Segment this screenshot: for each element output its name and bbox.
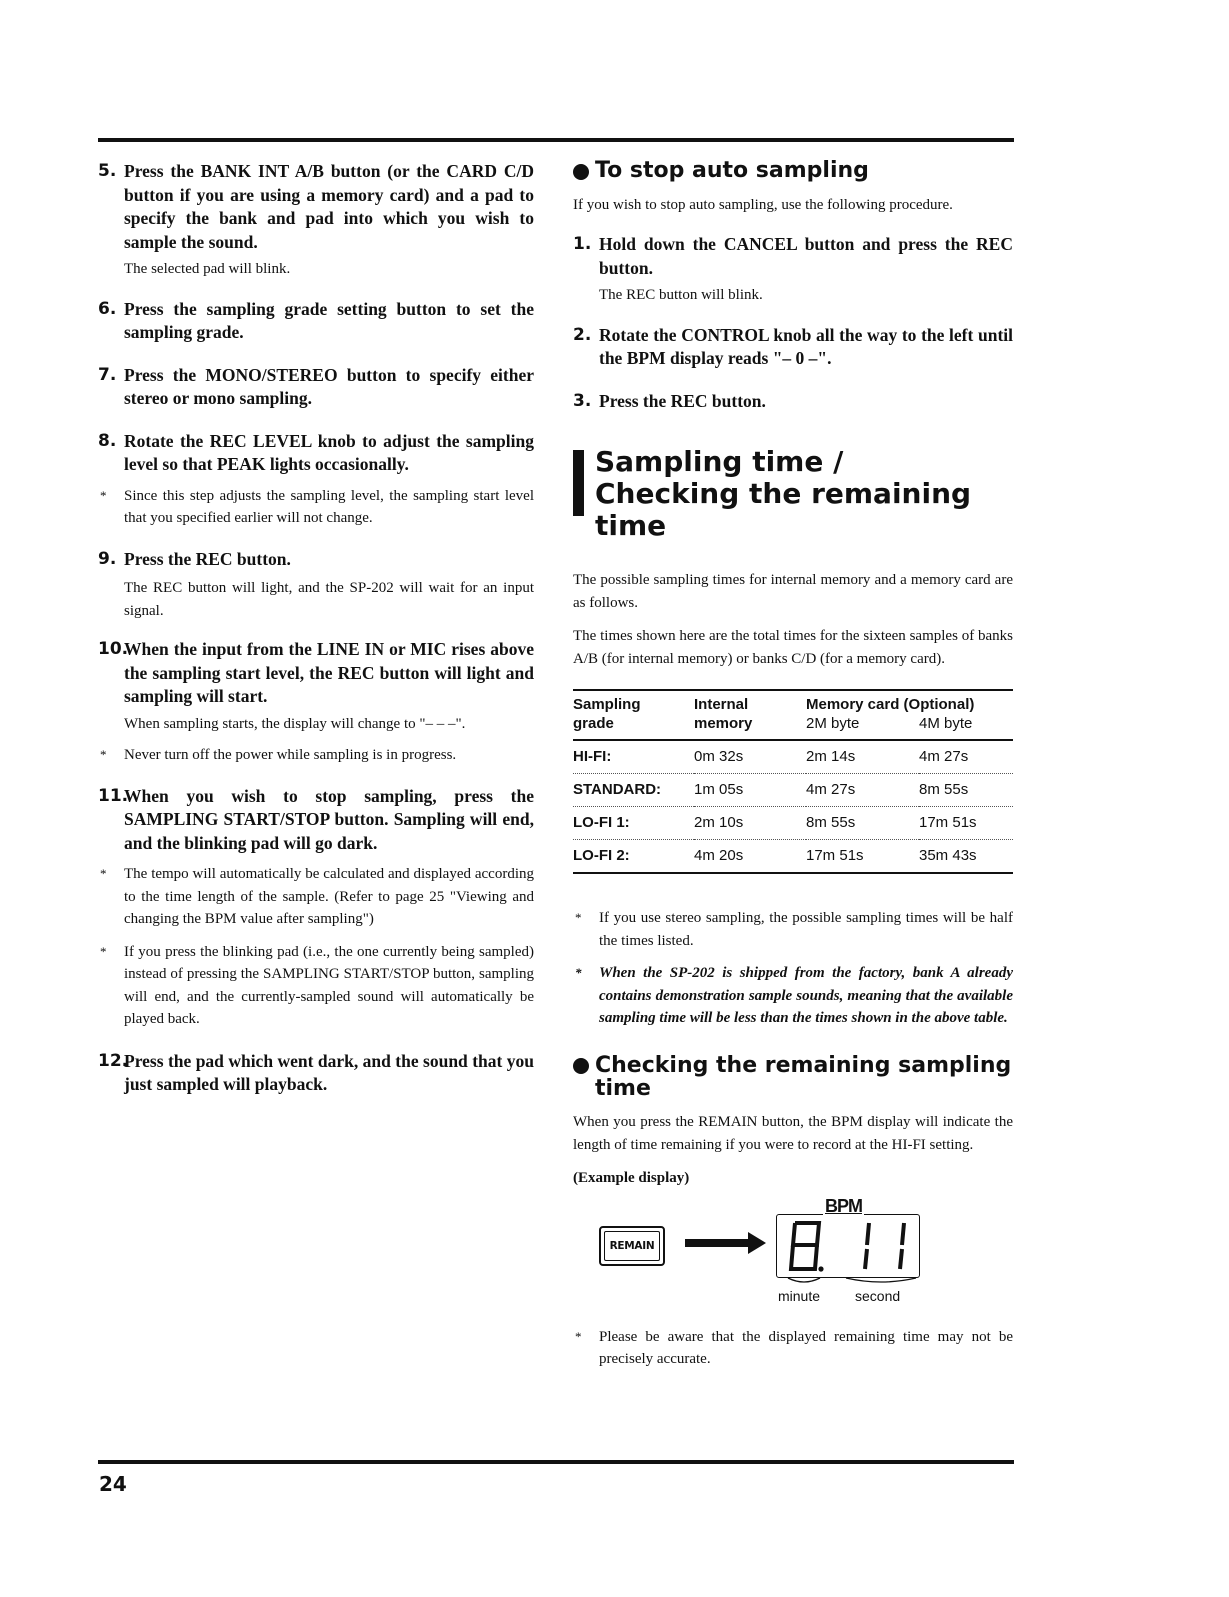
step-text: Press the MONO/STEREO button to specify either stereo or mono sampling. (124, 364, 534, 408)
table-row: HI-FI: 0m 32s 2m 14s 4m 27s (573, 740, 1013, 774)
step-number: 6. (98, 298, 117, 319)
note-factory (573, 962, 1013, 1030)
stop-intro: If you wish to stop auto sampling, use the following procedure. (573, 197, 953, 213)
step-number: 9. (98, 548, 117, 569)
table-row: LO-FI 2: 4m 20s 17m 51s 35m 43s (573, 847, 977, 864)
asterisk-icon: * (100, 487, 107, 503)
top-rule (98, 138, 1014, 142)
heading-text: Checking the remaining sampling (595, 1052, 1012, 1078)
second-caption: second (855, 1287, 901, 1304)
stop-step-1 (573, 233, 1013, 280)
asterisk-icon: * (100, 747, 107, 762)
asterisk-icon: * (575, 965, 582, 980)
step-result: The REC button will blink. (599, 287, 763, 303)
page-number: 24 (99, 1472, 127, 1496)
step-result: The selected pad will blink. (124, 261, 291, 277)
lcd-digit-0 (791, 1223, 819, 1269)
minute-caption: minute (778, 1287, 821, 1304)
step-result: The REC button will light, and the SP-202 will wait for an input signal. (124, 580, 534, 619)
step-text: Press the BANK INT A/B button (or the CARD C/D button if you are using a memory card) and a pad to specify the bank and pad into which you wish to sample the sound. (124, 161, 534, 252)
section-title (573, 446, 1013, 542)
note-text: The tempo will automatically be calculated and displayed according to the time length of the sample. (Refer to page 25 "Viewing and changing the BPM value after sampling") (124, 866, 534, 927)
header-2m: 2M byte (806, 715, 860, 732)
step-9 (98, 548, 534, 572)
step-12 (98, 1050, 534, 1097)
section-title-line-1: Sampling time / (595, 445, 844, 478)
left-column (98, 160, 534, 1097)
note (98, 744, 534, 767)
bpm-label: BPM (825, 1195, 862, 1216)
step-7 (98, 364, 534, 411)
arrow-head-icon (748, 1232, 766, 1254)
stop-step-3 (573, 390, 1013, 414)
note-accuracy (573, 1326, 1013, 1371)
lcd-digit-1b (900, 1223, 904, 1269)
note-text: If you press the blinking pad (i.e., the one currently being sampled) instead of pressing the SAMPLING START/STOP button, sampling will end, and the currently-sampled sound will automatically be played back. (124, 943, 534, 1027)
step-text: Rotate the CONTROL knob all the way to the left until the BPM display reads "– 0 –". (599, 324, 1013, 368)
step-11 (98, 785, 534, 856)
remaining-time-heading (573, 1054, 1013, 1100)
heading-text-line-2: time (595, 1075, 651, 1101)
sampling-times-intro: The possible sampling times for internal memory and a memory card are as follows. (573, 572, 1013, 611)
header-memory-card: Memory card (Optional) 2M byte 4M byte (806, 696, 975, 732)
table-row: STANDARD: 1m 05s 4m 27s 8m 55s (573, 774, 1013, 807)
note (98, 941, 534, 1031)
step-number: 2. (573, 324, 592, 345)
note-text: Since this step adjusts the sampling level, the sampling start level that you specified earlier will not change. (124, 487, 534, 526)
stop-auto-sampling-heading (573, 158, 1013, 184)
section-title-line-2: Checking the remaining time (595, 477, 972, 542)
header-internal: Internal memory (694, 696, 753, 732)
step-text: Press the pad which went dark, and the sound that you just sampled will playback. (124, 1050, 534, 1094)
asterisk-icon: * (100, 943, 107, 959)
note-stereo (573, 907, 1013, 952)
step-text: Hold down the CANCEL button and press the REC button. (599, 234, 1013, 278)
note-text: If you use stereo sampling, the possible sampling times will be half the times listed. (599, 910, 1013, 949)
asterisk-icon: * (575, 910, 582, 925)
step-number: 8. (98, 430, 117, 451)
asterisk-icon: * (575, 1328, 582, 1344)
bottom-rule (98, 1460, 1014, 1464)
right-column (573, 158, 1013, 1371)
bullet-icon (573, 164, 589, 180)
step-text: When you wish to stop sampling, press the SAMPLING START/STOP button. Sampling will end, and the blinking pad will go dark. (124, 785, 534, 853)
step-number: 5. (98, 161, 117, 181)
note-text: When the SP-202 is shipped from the factory, bank A already contains demonstration sample sounds, meaning that the available sampling time will be less than the times shown in the above table. (599, 965, 1013, 1026)
sampling-time-table-wrapper (573, 689, 1013, 874)
note-text: Never turn off the power while sampling is in progress. (124, 747, 457, 763)
step-number: 3. (573, 390, 592, 411)
lcd-digit-1 (865, 1223, 869, 1269)
step-number: 1. (573, 234, 592, 254)
table-header-row (573, 691, 1013, 740)
sampling-times-explanation: The times shown here are the total times for the sixteen samples of banks A/B (for internal memory) or banks C/D (for a memory card). (573, 628, 1013, 667)
remain-button (599, 1226, 665, 1266)
step-10 (98, 638, 534, 709)
step-text: Rotate the REC LEVEL knob to adjust the sampling level so that PEAK lights occasionally. (124, 430, 534, 474)
step-text: When the input from the LINE IN or MIC rises above the sampling start level, the REC button will light and sampling will start. (124, 639, 534, 706)
header-4m: 4M byte (919, 715, 973, 732)
step-text: Press the REC button. (124, 548, 291, 569)
note-text: Please be aware that the displayed remaining time may not be precisely accurate. (599, 1328, 1013, 1367)
example-label: (Example display) (573, 1169, 690, 1186)
remain-button-label: REMAIN (604, 1231, 660, 1261)
step-5 (98, 160, 534, 254)
step-result: When sampling starts, the display will change to "– – –". (124, 715, 466, 732)
heading-text: To stop auto sampling (595, 158, 869, 183)
step-6 (98, 298, 534, 345)
section-bar (573, 450, 584, 516)
step-8 (98, 430, 534, 477)
step-number: 11. (98, 785, 129, 806)
remaining-time-paragraph: When you press the REMAIN button, the BPM display will indicate the length of time remaining if you were to record at the HI-FI setting. (573, 1113, 1013, 1153)
stop-step-2 (573, 324, 1013, 371)
bullet-icon (573, 1058, 589, 1074)
arrow-right-icon (685, 1239, 755, 1247)
step-number: 10. (98, 639, 129, 659)
note (98, 863, 534, 931)
step-number: 7. (98, 364, 117, 385)
header-grade: Sampling grade (573, 696, 641, 732)
sampling-time-table (573, 691, 1013, 872)
lcd-digits (777, 1215, 919, 1277)
lcd-decimal-point (818, 1266, 823, 1271)
bpm-lcd-display (776, 1214, 920, 1278)
step-text: Press the REC button. (599, 390, 766, 411)
example-display-figure (573, 1196, 1013, 1306)
step-text: Press the sampling grade setting button to set the sampling grade. (124, 298, 534, 342)
table-row: LO-FI 1: 2m 10s 8m 55s 17m 51s (573, 807, 1013, 840)
note (98, 485, 534, 530)
asterisk-icon: * (100, 866, 107, 881)
step-number: 12. (98, 1050, 129, 1071)
